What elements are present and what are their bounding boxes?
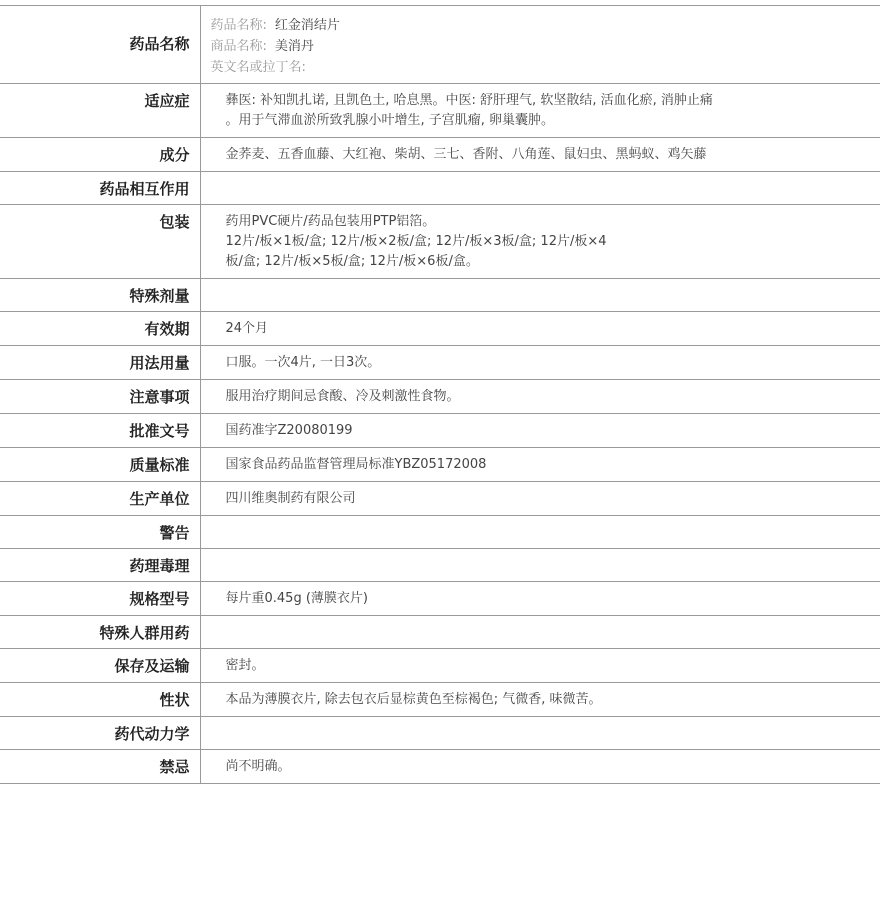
row-label: 有效期: [0, 312, 200, 346]
row-warning: [0, 516, 880, 549]
row-value: [200, 582, 880, 616]
row-special-populations: [0, 616, 880, 649]
row-value: [200, 683, 880, 717]
value-line: 国药准字Z20080199: [225, 423, 353, 438]
row-label: 规格型号: [0, 582, 200, 616]
trade-name-key: 商品名称:: [210, 39, 267, 54]
row-label: 保存及运输: [0, 649, 200, 683]
row-approval-number: [0, 414, 880, 448]
row-label: 批准文号: [0, 414, 200, 448]
row-label: 药理毒理: [0, 549, 200, 582]
row-value: [200, 717, 880, 750]
generic-name-value: 红金消结片: [274, 18, 340, 33]
row-value: [200, 172, 880, 205]
row-label: 性状: [0, 683, 200, 717]
row-value: [200, 6, 880, 84]
row-value: [200, 84, 880, 138]
row-label: 药代动力学: [0, 717, 200, 750]
row-label: 包装: [0, 205, 200, 279]
row-label: 药品名称: [0, 6, 200, 84]
row-storage: [0, 649, 880, 683]
row-label: 禁忌: [0, 750, 200, 784]
row-precautions: [0, 380, 880, 414]
drug-info-table: [0, 5, 880, 784]
value-line: 药用PVC硬片/药品包装用PTP铝箔。: [225, 214, 436, 229]
row-ingredients: [0, 138, 880, 172]
row-specification: [0, 582, 880, 616]
value-line: 口服。一次4片, 一日3次。: [225, 355, 381, 370]
row-label: 成分: [0, 138, 200, 172]
value-line: 国家食品药品监督管理局标准YBZ05172008: [225, 457, 487, 472]
row-value: [200, 138, 880, 172]
row-packaging: [0, 205, 880, 279]
english-name-line: [211, 57, 871, 78]
row-label: 特殊剂量: [0, 279, 200, 312]
row-value: [200, 516, 880, 549]
value-line: 服用治疗期间忌食酸、冷及刺激性食物。: [225, 389, 460, 404]
row-pharmacology: [0, 549, 880, 582]
value-line: 。用于气滞血淤所致乳腺小叶增生, 子宫肌瘤, 卵巢囊肿。: [225, 113, 555, 128]
row-shelf-life: [0, 312, 880, 346]
row-value: [200, 616, 880, 649]
generic-name-line: [211, 15, 871, 36]
row-drug-names: [0, 6, 880, 84]
row-value: [200, 312, 880, 346]
row-label: 警告: [0, 516, 200, 549]
row-special-dosage: [0, 279, 880, 312]
value-line: 金荞麦、五香血藤、大红袍、柴胡、三七、香附、八角莲、鼠妇虫、黑蚂蚁、鸡矢藤: [225, 147, 707, 162]
row-label: 用法用量: [0, 346, 200, 380]
value-line: 本品为薄膜衣片, 除去包衣后显棕黄色至棕褐色; 气微香, 味微苦。: [225, 692, 602, 707]
value-line: 密封。: [225, 658, 265, 673]
value-line: 每片重0.45g (薄膜衣片): [225, 591, 368, 606]
value-line: 彝医: 补知凯扎诺, 且凯色土, 哈息黑。中医: 舒肝理气, 软坚散结, 活血化瘀, 消肿止痛: [225, 93, 713, 108]
row-contraindications: [0, 750, 880, 784]
row-value: [200, 279, 880, 312]
row-value: [200, 649, 880, 683]
value-line: 24个月: [225, 321, 269, 336]
row-label: 适应症: [0, 84, 200, 138]
row-label: 特殊人群用药: [0, 616, 200, 649]
english-name-key: 英文名或拉丁名:: [210, 60, 306, 75]
row-value: [200, 205, 880, 279]
value-line: 尚不明确。: [225, 759, 291, 774]
row-value: [200, 482, 880, 516]
row-value: [200, 414, 880, 448]
row-pharmacokinetics: [0, 717, 880, 750]
value-line: 板/盒; 12片/板×5板/盒; 12片/板×6板/盒。: [225, 254, 479, 269]
trade-name-line: [211, 36, 871, 57]
row-value: [200, 380, 880, 414]
row-interactions: [0, 172, 880, 205]
row-manufacturer: [0, 482, 880, 516]
row-label: 药品相互作用: [0, 172, 200, 205]
trade-name-value: 美消丹: [274, 39, 314, 54]
row-dosage: [0, 346, 880, 380]
row-label: 注意事项: [0, 380, 200, 414]
row-label: 生产单位: [0, 482, 200, 516]
row-label: 质量标准: [0, 448, 200, 482]
row-value: [200, 448, 880, 482]
row-indications: [0, 84, 880, 138]
row-value: [200, 346, 880, 380]
row-quality-standard: [0, 448, 880, 482]
value-line: 12片/板×1板/盒; 12片/板×2板/盒; 12片/板×3板/盒; 12片/板×4: [225, 234, 607, 249]
row-value: [200, 750, 880, 784]
row-value: [200, 549, 880, 582]
row-description: [0, 683, 880, 717]
value-line: 四川维奥制药有限公司: [225, 491, 356, 506]
generic-name-key: 药品名称:: [210, 18, 267, 33]
